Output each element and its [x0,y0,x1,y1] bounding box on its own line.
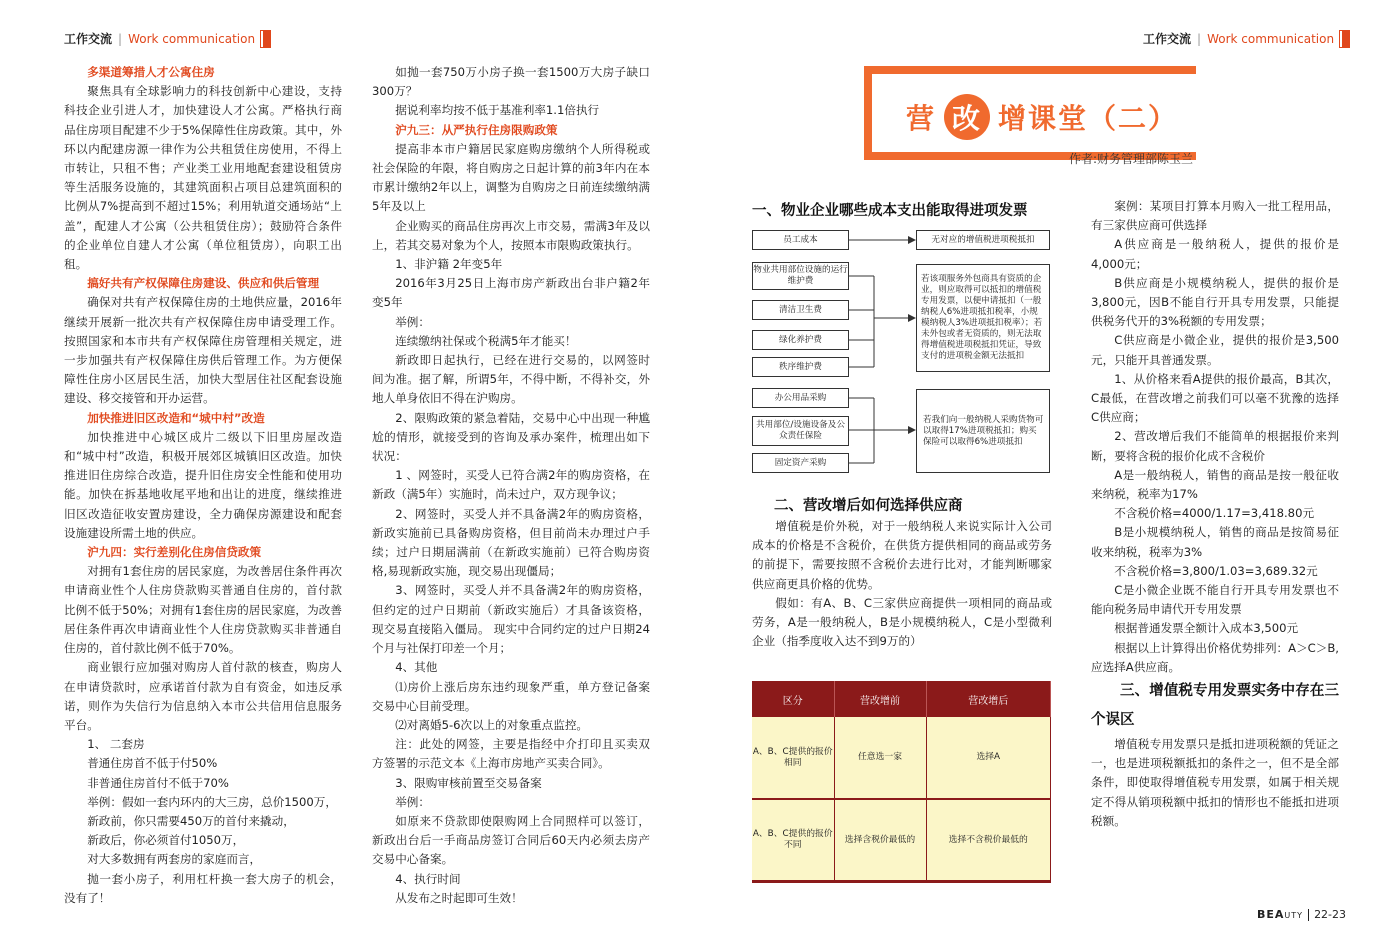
paragraph: 如原来不贷款即使限购网上合同照样可以签订， 新政出台后一手商品房签订合同后60天内必须去房产交易中心备案。 [372,813,650,867]
paragraph: 增值税是价外税，对于一般纳税人来说实际计入公司成本的价格是不含税价，在供货方提供相同的商品或劳务的前提下，需要按照不含税价去进行比对，才能判断哪家供应商更具价格的优势。 [752,519,1052,591]
paragraph: 新政后，你必须首付1050万， [87,833,245,848]
paragraph: 据说利率均按不低于基准利率1.1倍执行 [395,103,600,118]
footer-divider [1308,909,1309,921]
paragraph: 根据普通发票全额计入成本3,500元 [1114,621,1299,636]
author-byline: 作者:财务管理部陈玉兰 [1069,152,1194,166]
header-section-en: Work communication [128,31,256,46]
cost-box-facility: 物业共用部位设施的运行维护费 [752,262,849,290]
paragraph: 不含税价格=3,800/1.03=3,689.32元 [1114,563,1318,578]
magazine-brand [1257,908,1303,921]
header-section-en: Work communication [1207,31,1335,46]
paragraph: 连续缴纳社保或个税满5年才能买！ [395,333,577,348]
paragraph: 假如：有A、B、C三家供应商提供一项相同的商品或劳务，A是一般纳税人，B是小规模纳税人，C是小型微利企业（指季度收入达不到9万的） [752,595,1052,649]
page-header-left [64,30,270,47]
paragraph: 1、 二套房 [87,737,145,752]
table-cell: 选择含税价最低的 [834,799,926,881]
paragraph: ⑴房价上涨后房东违约现象严重，单方登记备案交易中心目前受理。 [372,679,650,713]
table-cell: A、B、C提供的报价不同 [752,799,834,881]
header-separator: | [118,31,123,46]
cost-box-staff: 员工成本 [752,230,849,250]
paragraph: 新政前，你只需要450万的首付来撬动， [87,813,295,828]
paragraph: 根据以上计算得出价格优势排列：A＞C＞B,应选择A供应商。 [1091,640,1339,674]
header-separator: | [1197,31,1202,46]
paragraph: B是小规模纳税人，销售的商品是按简易征收来纳税，税率为3% [1091,525,1339,559]
paragraph: 非普通住房首付不低于70% [87,775,229,790]
subheading: 多渠道筹措人才公寓住房 [87,65,215,79]
paragraph: C是小微企业既不能自行开具专用发票也不能向税务局申请代开专用发票 [1091,583,1339,617]
paragraph: C供应商是小微企业，提供的报价是3,500元，只能开具普通发票。 [1091,333,1339,367]
article-column-1 [64,63,342,908]
paragraph: 4、其他 [395,660,438,675]
paragraph: 案例：某项目打算本月购入一批工程用品，有三家供应商可供选择 [1091,199,1339,233]
arrow-head [908,314,916,322]
result-box-outsourcing: 若该项服务外包商具有资质的企业，则应取得可以抵扣的增值税专用发票，以便申请抵扣（一般纳税人6%进项抵扣税率，小规模纳税人3%进项抵扣税率）；若未外包或者无资质的，则无法取得增值税进项税抵扣凭证，导致支付的进项税金额无法抵扣 [916,264,1050,372]
cost-box-office: 办公用品采购 [752,388,849,408]
table-header-cell: 营改增后 [926,681,1051,717]
table-cell: 任意选一家 [834,717,926,799]
paragraph: 注：此处的网签，主要是指经中介打印且买卖双方签署的示范文本《上海市房地产买卖合同》。 [372,737,650,771]
article-column-2 [372,63,650,908]
title-part-1: 营 [906,102,937,135]
paragraph: 2、营改增后我们不能简单的根据报价来判断，要将含税的报价化成不含税价 [1091,429,1339,463]
paragraph: 增值税专用发票只是抵扣进项税额的凭证之一，也是进项税额抵扣的条件之一，但不是全部条件，即使取得增值税专用发票，如属于相关规定不得从销项税额中抵扣的情形也不能抵扣进项税额。 [1091,737,1339,828]
paragraph: 4、执行时间 [395,871,461,886]
table-row [752,717,1051,799]
article-column-3 [752,517,1052,651]
paragraph: 2、网签时，买受人并不具备满2年的购房资格，新政实施前已具备购房资格，但目前尚未办理过户手续；过户日期届满前（在新政实施前）已符合购房资格,易现新政实施，现交易出现僵局； [372,506,650,579]
paragraph: 1 、网签时，买受人已符合满2年的购房资格，在新政（满5年）实施时，尚未过户，双方现争议； [372,468,650,502]
paragraph: 商业银行应加强对购房人首付款的核查，购房人在申请贷款时，应承诺首付款为自有资金，如违反承诺，则作为失信行为信息纳入本市公共信用信息服务平台。 [64,660,342,732]
paragraph: ⑵对离婚5-6次以上的对象重点监控。 [395,717,589,732]
result-box-purchase: 若我们向一般纳税人采购货物可以取得17%进项税抵扣；购买保险可以取得6%进项抵扣 [916,389,1050,473]
paragraph: 不含税价格=4000/1.17=3,418.80元 [1114,506,1315,521]
page-numbers: 22-23 [1314,908,1347,921]
cost-box-greening: 绿化养护费 [752,330,849,350]
paragraph: 2、限购政策的紧急着陆，交易中心中出现一种尴尬的情形，就接受到的咨询及承办案件，梳理出如下状况： [372,410,650,464]
brand-part-a: BEA [1257,908,1285,921]
header-section-zh: 工作交流 [64,32,113,46]
paragraph: 2016年3月25日上海市房产新政出台非户籍2年变5年 [372,276,650,310]
paragraph: 确保对共有产权保障住房的土地供应量，2016年继续开展新一批次共有产权保障住房申请受理工作。按照国家和本市共有产权保障住房管理相关规定，进一步加强共有产权保障住房供后管理工作。为方便保障性住房小区居民生活，加快大型居住社区配套设施建设、移交接管和开办运营。 [64,295,342,406]
paragraph: 3、限购审核前置至交易备案 [395,775,542,790]
cost-box-cleaning: 清洁卫生费 [752,300,849,320]
header-accent-mark [261,31,270,47]
table-cell: A、B、C提供的报价相同 [752,717,834,799]
title-circle-char: 改 [944,94,990,140]
table-header-cell: 营改增前 [834,681,926,717]
table-cell: 选择A [926,717,1051,799]
paragraph: 举例：假如一套内环内的大三房，总价1500万， [87,794,337,809]
header-section-zh: 工作交流 [1143,32,1192,46]
paragraph: 1、非沪籍 2年变5年 [395,257,503,272]
table-header-cell: 区分 [752,681,834,717]
brand-part-b: UTY [1284,911,1304,920]
arrow-head [908,236,916,244]
title-part-2: 增课堂（二） [998,102,1179,135]
table-row [752,799,1051,881]
table-cell: 选择不含税价最低的 [926,799,1051,881]
paragraph: 对大多数拥有两套房的家庭而言， [87,852,262,867]
paragraph: 举例： [395,314,430,329]
paragraph: 从发布之时起即可生效！ [395,890,523,905]
page-footer [1257,908,1346,921]
cost-box-fixed-assets: 固定资产采购 [752,453,849,473]
paragraph: 抛一套小房子，利用杠杆换一套大房子的机会，没有了！ [64,871,342,905]
article-column-4 [1091,197,1339,831]
paragraph: A是一般纳税人，销售的商品是按一般征收来纳税，税率为17% [1091,467,1339,502]
article-title [898,92,1186,142]
paragraph: 对拥有1套住房的居民家庭，为改善居住条件再次申请商业性个人住房贷款购买普通自住房的，首付款比例不低于50%；对拥有1套住房的居民家庭，为改善居住条件再次申请商业性个人住房贷款购买非普通自住房的，首付款比例不低于70%。 [64,564,342,656]
section-heading-3: 三、增值税专用发票实务中存在三个误区 [1091,683,1339,729]
result-box-no-deduction: 无对应的增值税进项税抵扣 [916,230,1050,250]
paragraph: 举例： [395,794,430,809]
table-header-row [752,681,1051,717]
paragraph: B供应商是小规模纳税人，提供的报价是3,800元，因B不能自行开具专用发票，只能提供税务代开的3%税额的专用发票； [1091,275,1339,329]
arrow-head [908,426,916,434]
paragraph: 如抛一套750万小房子换一套1500万大房子缺口300万？ [372,65,650,99]
paragraph: 加快推进中心城区成片二级以下旧里房屋改造和“城中村”改造，积极开展郊区城镇旧区改造。加快推进旧住房综合改造，提升旧住房安全性能和使用功能。加快在拆基地收尾平地和出让的进度，继续推进旧区改造征收安置房建设，全力确保房源建设和配套设施建设所需土地的供应。 [64,429,342,540]
paragraph: 企业购买的商品住房再次上市交易，需满3年及以上，若其交易对象为个人，按照本市限购政策执行。 [372,218,650,252]
paragraph: 普通住房首不低于付50% [87,756,218,771]
cost-box-insurance: 共用部位/设施设备及公众责任保险 [752,416,849,446]
subheading: 搞好共有产权保障住房建设、供应和供后管理 [87,276,320,291]
paragraph: A供应商是一般纳税人，提供的报价是4,000元； [1091,237,1339,271]
paragraph: 新政即日起执行，已经在进行交易的，以网签时间为准。据了解，所谓5年，不得中断，不得补交，外地人单身依旧不得在沪购房。 [372,353,650,406]
subheading: 加快推进旧区改造和“城中村”改造 [87,410,265,425]
subheading: 沪九四：实行差别化住房信贷政策 [87,545,262,560]
section-heading-1: 一、物业企业哪些成本支出能取得进项发票 [752,203,1028,219]
paragraph: 3、网签时，买受人并不具备满2年的购房资格，但约定的过户日期前（新政实施后）才具备该资格，现交易直接陷入僵局。 现实中合同约定的过户日期24个月与社保打印差一个月； [372,583,650,656]
supplier-comparison-table [752,681,1051,883]
paragraph: 聚焦具有全球影响力的科技创新中心建设，支持科技企业引进人才，加快建设人才公寓。严格执行商品住房项目配建不少于5%保障性住房政策。其中，外环以内配建房源一律作为公共租赁住房使用，不得上市转让，只租不售；产业类工业用地配套建设租赁房等生活服务设施的，其建筑面积占项目总建筑面积的比例从7%提高到不超过15%；利用轨道交通场站“上盖”，配建人才公寓（公共租赁住房）；鼓励符合条件的企业单位自建人才公寓（单位租赁房），向职工出租。 [64,84,342,272]
subheading: 沪九三：从严执行住房限购政策 [395,122,558,137]
page-header-right [1143,30,1349,47]
cost-box-security: 秩序维护费 [752,357,849,377]
paragraph: 1、从价格来看A提供的报价最高，B其次，C最低，在营改增之前我们可以毫不犹豫的选择C供应商； [1091,371,1339,425]
paragraph: 提高非本市户籍居民家庭购房缴纳个人所得税或社会保险的年限，将自购房之日起计算的前3年内在本市累计缴纳2年以上，调整为自购房之日前连续缴纳满5年及以上 [372,141,650,214]
header-accent-mark [1340,31,1349,47]
section-heading-2: 二、营改增后如何选择供应商 [774,498,963,514]
